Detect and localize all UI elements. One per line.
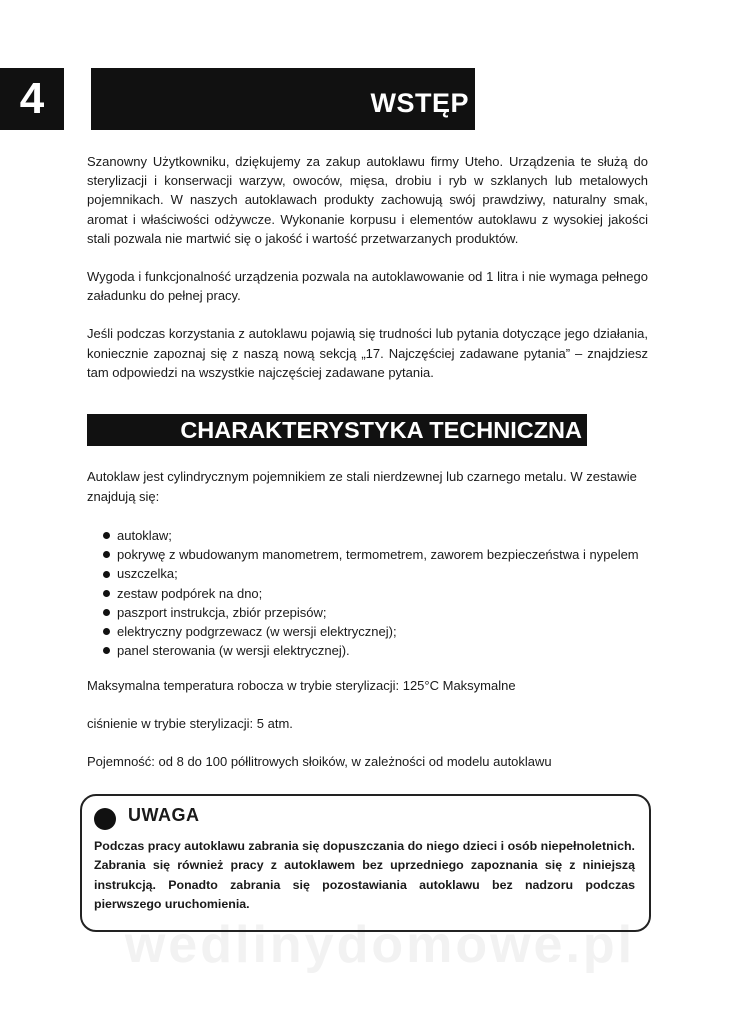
list-item: panel sterowania (w wersji elektrycznej). <box>103 641 673 660</box>
list-item: zestaw podpórek na dno; <box>103 584 673 603</box>
section-header-wstep <box>91 68 475 130</box>
list-item: pokrywę z wbudowanym manometrem, termometrem, zaworem bezpieczeństwa i nypelem <box>103 545 673 564</box>
warning-text: Podczas pracy autoklawu zabrania się dopuszczania do niego dzieci i osób niepełnoletnich. Zabrania się również pracy z autoklawem bez uprzedniego zapoznania się z niniejszą instrukcją. Ponadto zabrania się pozostawiania autoklawu bez nadzoru podczas pierwszego uruchomienia. <box>94 839 635 911</box>
tech-intro-text: Autoklaw jest cylindrycznym pojemnikiem ze stali nierdzewnej lub czarnego metalu. W zestawie znajdują się: <box>87 469 637 504</box>
bullet-icon <box>103 551 110 558</box>
watermark: wedlinydomowe.pl <box>124 916 636 974</box>
spec-capacity: Pojemność: od 8 do 100 półlitrowych słoików, w zależności od modelu autoklawu <box>87 754 552 769</box>
warning-dot-icon <box>94 808 116 830</box>
spec-max-pressure: ciśnienie w trybie sterylizacji: 5 atm. <box>87 716 293 731</box>
list-item: paszport instrukcja, zbiór przepisów; <box>103 603 673 622</box>
intro-paragraph-1: Szanowny Użytkowniku, dziękujemy za zakup autoklawu firmy Uteho. Urządzenia te służą do sterylizacji i konserwacji warzyw, owoców, mięsa, drobiu i ryb w szklanych lub metalowych pojemnikach. W naszych autoklawach produkty zachowują swój prawdziwy, naturalny smak, aromat i właściwości odżywcze. Wykonanie korpusu i elementów autoklawu z wysokiej jakości stali pozwala nie martwić się o jakość i wartość przetwarzanych produktów. <box>87 154 648 246</box>
intro-paragraph-3: Jeśli podczas korzystania z autoklawu pojawią się trudności lub pytania dotyczące jego działania, koniecznie zapoznaj się z naszą nową sekcją „17. Najczęściej zadawane pytania” – znajdziesz tam odpowiedzi na wszystkie najczęściej zadawane pytania. <box>87 326 648 380</box>
bullet-icon <box>103 628 110 635</box>
intro-text <box>87 152 648 401</box>
list-item: autoklaw; <box>103 526 673 545</box>
bullet-icon <box>103 609 110 616</box>
warning-title: UWAGA <box>128 805 200 825</box>
section-header-tech: CHARAKTERYSTYKA TECHNICZNA <box>87 414 587 446</box>
bullet-icon <box>103 590 110 597</box>
bullet-icon <box>103 647 110 654</box>
package-contents-list <box>103 526 673 660</box>
bullet-icon <box>103 532 110 539</box>
warning-box <box>80 794 651 932</box>
spec-max-temperature: Maksymalna temperatura robocza w trybie sterylizacji: 125°C Maksymalne <box>87 678 516 693</box>
list-item: elektryczny podgrzewacz (w wersji elektrycznej); <box>103 622 673 641</box>
bullet-icon <box>103 571 110 578</box>
intro-paragraph-2: Wygoda i funkcjonalność urządzenia pozwala na autoklawowanie od 1 litra i nie wymaga pełnego załadunku do pełnej pracy. <box>87 269 648 304</box>
section-title-wstep: WSTĘP <box>370 88 469 118</box>
list-item: uszczelka; <box>103 564 673 583</box>
page-number: 4 <box>0 68 64 130</box>
